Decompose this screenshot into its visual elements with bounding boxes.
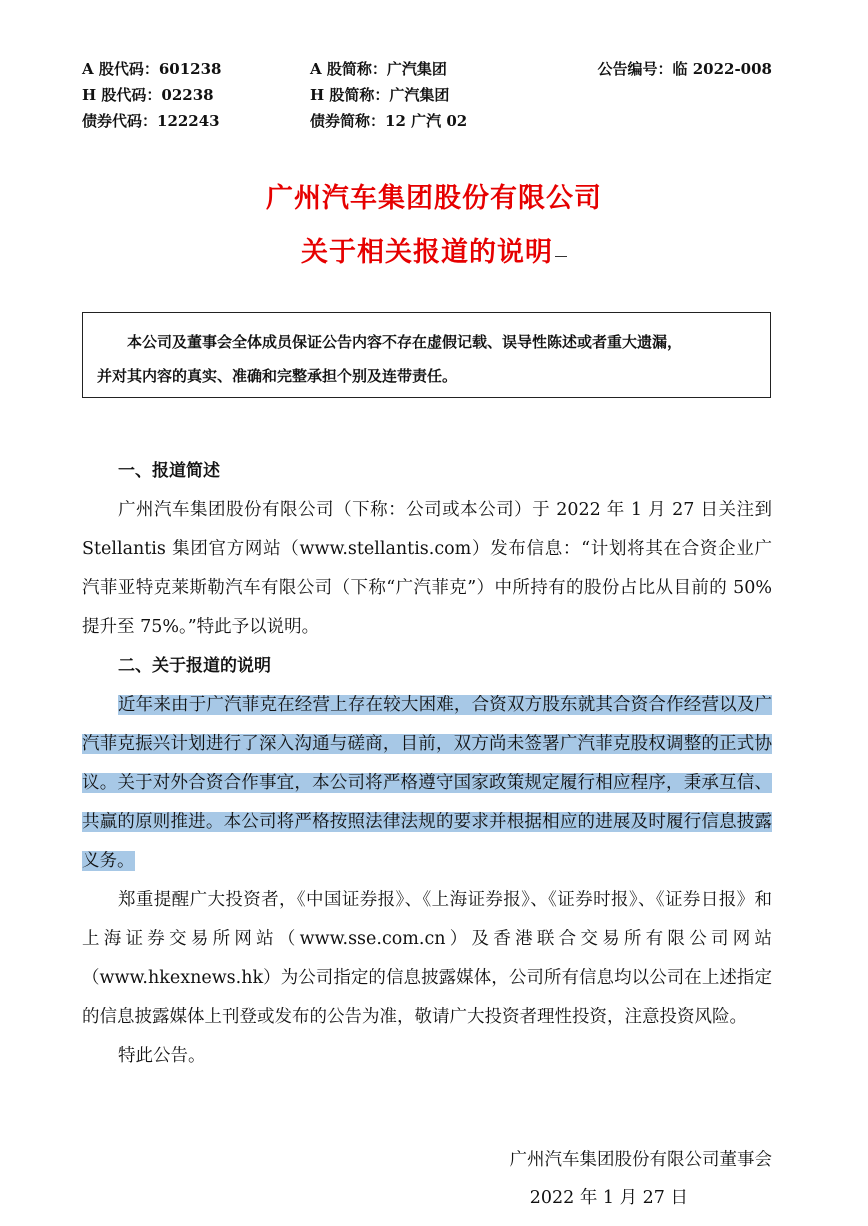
bond-name: 债券简称：12 广汽 02 [310,112,468,130]
disclaimer-box [82,312,771,398]
document-body [82,452,772,1076]
header-codes [82,56,772,134]
a-share-name: A 股简称：广汽集团 [310,60,447,78]
highlighted-text[interactable]: 近年来由于广汽菲克在经营上存在较大困难，合资双方股东就其合资合作经营以及广汽菲克振兴计划进行了深入沟通与磋商，目前，双方尚未签署广汽菲克股权调整的正式协议。关于对外合资合作事宜，本公司将严格遵守国家政策规定履行相应程序，秉承互信、共赢的原则推进。本公司将严格按照法律法规的要求并根据相应的进展及时履行信息披露义务。 [82,695,772,871]
document-title-text: 关于相关报道的说明 [301,237,553,268]
section-2-heading: 二、关于报道的说明 [118,656,271,676]
h-share-name: H 股简称：广汽集团 [310,86,450,104]
disclaimer-line-2: 并对其内容的真实、准确和完整承担个别及连带责任。 [97,367,458,385]
section-1-heading: 一、报道简述 [118,461,220,481]
header-row-1 [82,56,772,82]
disclaimer-line-1: 本公司及董事会全体成员保证公告内容不存在虚假记载、误导性陈述或者重大遗漏， [127,333,683,351]
section-1-text: 广州汽车集团股份有限公司（下称：公司或本公司）于 2022 年 1 月 27 日关注到 Stellantis 集团官方网站（www.stellantis.com）发布信息：“计划将其在合资企业广汽菲亚特克莱斯勒汽车有限公司（下称“广汽菲克”）中所持有的股份占比从目前的 50%提升至 75%。”特此予以说明。 [82,500,772,637]
header-row-3 [82,108,772,134]
investor-reminder: 郑重提醒广大投资者，《中国证券报》、《上海证券报》、《证券时报》、《证券日报》和上海证券交易所网站（www.sse.com.cn）及香港联合交易所有限公司网站（www.hkexnews.hk）为公司指定的信息披露媒体，公司所有信息均以公司在上述指定的信息披露媒体上刊登或发布的公告为准，敬请广大投资者理性投资，注意投资风险。 [82,890,772,1027]
signature-date: 2022 年 1 月 27 日 [529,1188,688,1208]
notice-number: 公告编号：临 2022-008 [597,60,772,78]
title-underline [555,230,567,257]
h-share-code: H 股代码：02238 [82,86,214,104]
document-title [0,230,868,269]
section-2-text [82,686,772,881]
a-share-code: A 股代码：601238 [82,60,222,78]
company-title: 广州汽车集团股份有限公司 [266,183,602,214]
header-row-2 [82,82,772,108]
bond-code: 债券代码：122243 [82,112,220,130]
closing-text: 特此公告。 [118,1046,206,1066]
signature-org: 广州汽车集团股份有限公司董事会 [509,1150,772,1170]
